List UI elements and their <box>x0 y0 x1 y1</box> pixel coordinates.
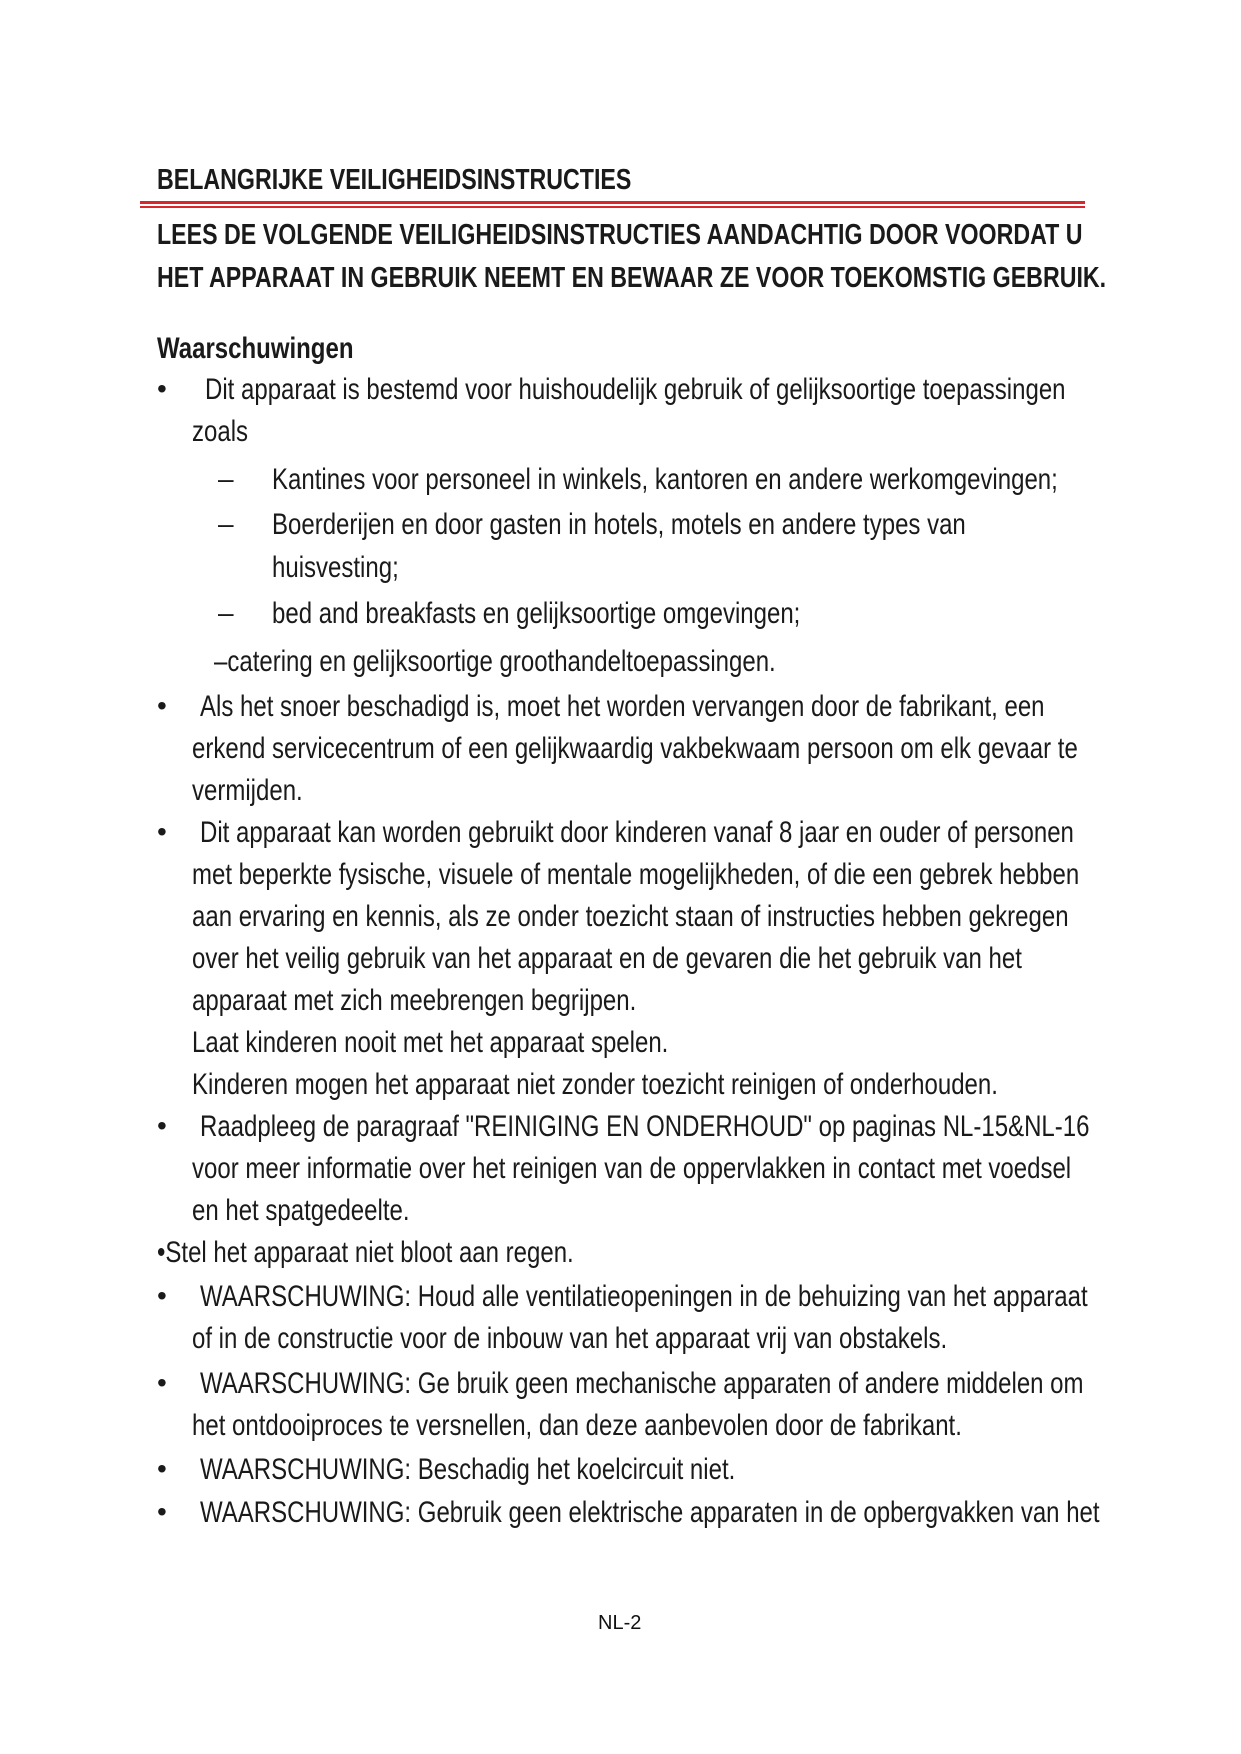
list-item-text: •Stel het apparaat niet bloot aan regen. <box>157 1236 574 1269</box>
page-title: BELANGRIJKE VEILIGHEIDSINSTRUCTIES <box>157 164 632 196</box>
list-item-text: erkend servicecentrum of een gelijkwaardig vakbekwaam persoon om elk gevaar te <box>192 732 1078 765</box>
sub-item-text: bed and breakfasts en gelijksoortige omgevingen; <box>272 597 801 630</box>
dash-icon: – <box>218 463 234 494</box>
list-item-text: Als het snoer beschadigd is, moet het worden vervangen door de fabrikant, een <box>200 690 1045 723</box>
list-item-text: WAARSCHUWING: Gebruik geen elektrische apparaten in de opbergvakken van het <box>200 1496 1100 1529</box>
title-rule-bottom <box>140 206 1085 208</box>
lead-line-2: HET APPARAAT IN GEBRUIK NEEMT EN BEWAAR ZE VOOR TOEKOMSTIG GEBRUIK. <box>157 262 1107 294</box>
lead-line-1: LEES DE VOLGENDE VEILIGHEIDSINSTRUCTIES AANDACHTIG DOOR VOORDAT U <box>157 219 1083 251</box>
list-item-text: apparaat met zich meebrengen begrijpen. <box>192 984 637 1017</box>
list-item-text: voor meer informatie over het reinigen van de oppervlakken in contact met voedsel <box>192 1152 1072 1185</box>
list-item-text: het ontdooiproces te versnellen, dan deze aanbevolen door de fabrikant. <box>192 1409 962 1442</box>
bullet-icon: • <box>157 1280 167 1311</box>
list-item-text: aan ervaring en kennis, als ze onder toezicht staan of instructies hebben gekregen <box>192 900 1069 933</box>
bullet-icon: • <box>157 816 167 847</box>
list-item-text: of in de constructie voor de inbouw van het apparaat vrij van obstakels. <box>192 1322 948 1355</box>
list-item-text: vermijden. <box>192 774 303 807</box>
bullet-icon: • <box>157 690 167 721</box>
list-item-text: en het spatgedeelte. <box>192 1194 410 1227</box>
list-item-text: over het veilig gebruik van het apparaat en de gevaren die het gebruik van het <box>192 942 1022 975</box>
page-number: NL-2 <box>598 1612 642 1634</box>
list-item-text: Kinderen mogen het apparaat niet zonder toezicht reinigen of onderhouden. <box>192 1068 998 1101</box>
dash-icon: – <box>218 597 234 628</box>
list-item-text: met beperkte fysische, visuele of mentale mogelijkheden, of die een gebrek hebben <box>192 858 1080 891</box>
sub-item-text: –catering en gelijksoortige groothandeltoepassingen. <box>214 645 776 678</box>
list-item-text: zoals <box>192 415 249 448</box>
sub-item-text: huisvesting; <box>272 551 399 584</box>
list-item-text: WAARSCHUWING: Houd alle ventilatieopeningen in de behuizing van het apparaat <box>200 1280 1088 1313</box>
dash-icon: – <box>218 508 234 539</box>
bullet-icon: • <box>157 1453 167 1484</box>
list-item-text: Raadpleeg de paragraaf "REINIGING EN ONDERHOUD" op paginas NL-15&NL-16 <box>200 1110 1090 1143</box>
list-item-text: WAARSCHUWING: Ge bruik geen mechanische apparaten of andere middelen om <box>200 1367 1084 1400</box>
bullet-icon: • <box>157 1110 167 1141</box>
list-item-text: Laat kinderen nooit met het apparaat spelen. <box>192 1026 669 1059</box>
title-rule-top <box>140 201 1085 204</box>
sub-item-text: Kantines voor personeel in winkels, kantoren en andere werkomgevingen; <box>272 463 1058 496</box>
list-item-text: Dit apparaat is bestemd voor huishoudelijk gebruik of gelijksoortige toepassingen <box>205 373 1066 406</box>
bullet-icon: • <box>157 1367 167 1398</box>
section-heading: Waarschuwingen <box>157 332 354 365</box>
list-item-text: WAARSCHUWING: Beschadig het koelcircuit niet. <box>200 1453 736 1486</box>
sub-item-text: Boerderijen en door gasten in hotels, motels en andere types van <box>272 508 966 541</box>
bullet-icon: • <box>157 373 167 404</box>
bullet-icon: • <box>157 1496 167 1527</box>
list-item-text: Dit apparaat kan worden gebruikt door kinderen vanaf 8 jaar en ouder of personen <box>200 816 1074 849</box>
